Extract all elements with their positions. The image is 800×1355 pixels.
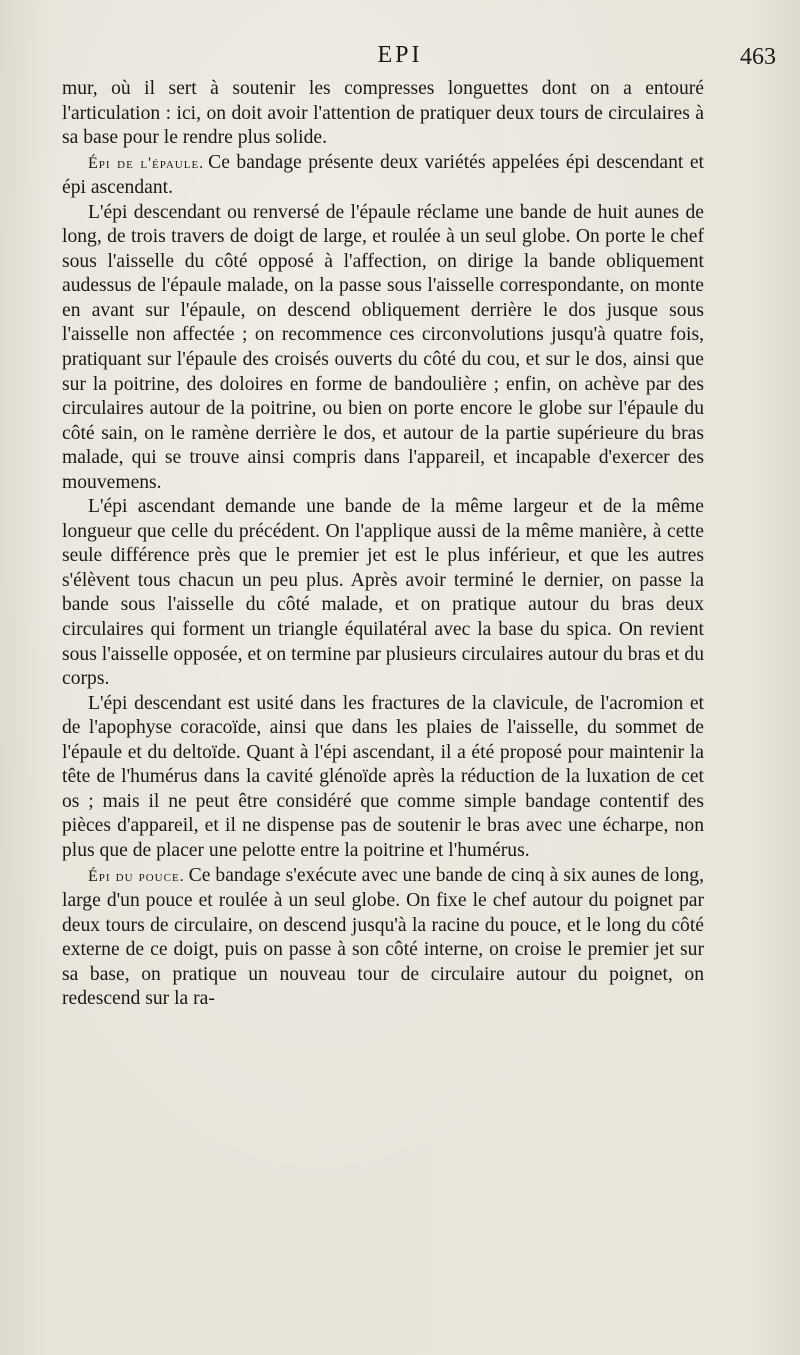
paragraph-text: Ce bandage s'exécute avec une bande de cinq à six aunes de long, large d'un pouce et roulée à un seul globe. On fixe le chef autour du poignet par deux tours de circulaire, on descend jusqu'à la racine du pouce, et le long du côté externe de ce doigt, puis on passe à son côté interne, on croise le premier jet sur sa base, on pratique un nouveau tour de circulaire autour du poignet, on redescend sur la ra- <box>62 864 704 1010</box>
paragraph-epi-ascendant <box>62 495 704 691</box>
entry-epi-de-l-epaule <box>62 151 704 201</box>
entry-epi-du-pouce <box>62 864 704 1012</box>
paragraph-text: L'épi ascendant demande une bande de la même largeur et de la même longueur que celle du précédent. On l'applique aussi de la même manière, à cette seule différence près que le premier jet est le plus inférieur, et que les autres s'élèvent tous chacun un peu plus. Après avoir terminé le dernier, on passe la bande sous l'aisselle du côté malade, et on pratique autour du bras deux circulaires qui forment un triangle équilatéral avec la base du spica. On revient sous l'aisselle opposée, et on termine par plusieurs circulaires autour du bras et du corps. <box>62 496 704 690</box>
entry-heading: Épi de l'épaule. <box>88 154 205 172</box>
paragraph-continuation <box>62 77 704 151</box>
paragraph-usage <box>62 692 704 864</box>
paragraph-text: L'épi descendant ou renversé de l'épaule réclame une bande de huit aunes de long, de trois travers de doigt de large, et roulée à un seul globe. On porte le chef sous l'aisselle du côté opposé à l'affection, on dirige la bande obliquement audessus de l'épaule malade, on la passe sous l'aisselle correspondante, on monte en avant sur l'épaule, on descend obliquement derrière le dos jusque sous l'aisselle non affectée ; on recommence ces circonvolutions jusqu'à quatre fois, pratiquant sur l'épaule des croisés ouverts du côté du cou, et sur le dos, ainsi que sur la poitrine, des doloires en forme de bandoulière ; enfin, on achève par des circulaires autour de la poitrine, ou bien on porte encore le globe sur l'épaule du côté sain, on le ramène derrière le dos, et autour de la partie supérieure du bras malade, qui se trouve ainsi compris dans l'appareil, et incapable d'exercer des mouvemens. <box>62 201 704 493</box>
paragraph-text: L'épi descendant est usité dans les fractures de la clavicule, de l'acromion et de l'apophyse coracoïde, ainsi que dans les plaies de l'aisselle, du sommet de l'épaule et du deltoïde. Quant à l'épi ascendant, il a été proposé pour maintenir la tête de l'humérus dans la cavité glénoïde après la réduction de la luxation de cet os ; mais il ne peut être considéré que comme simple bandage contentif des pièces d'appareil, et il ne dispense pas de soutenir le bras avec une écharpe, non plus que de placer une pelotte entre la poitrine et l'humérus. <box>62 692 704 861</box>
entry-heading: Épi du pouce. <box>88 867 185 885</box>
paragraph-text: mur, où il sert à soutenir les compresses longuettes dont on a entouré l'articulation : ici, on doit avoir l'attention de pratiquer deux tours de circulaires à sa base pour le rendre plus solide. <box>62 78 704 149</box>
running-head-title: EPI <box>377 42 423 68</box>
paragraph-text: Ce bandage présente deux variétés appelées épi descendant et épi ascendant. <box>62 151 704 199</box>
body-text <box>62 77 704 1012</box>
running-head <box>0 42 800 74</box>
page-number: 463 <box>740 44 776 70</box>
paragraph-epi-descendant <box>62 201 704 496</box>
